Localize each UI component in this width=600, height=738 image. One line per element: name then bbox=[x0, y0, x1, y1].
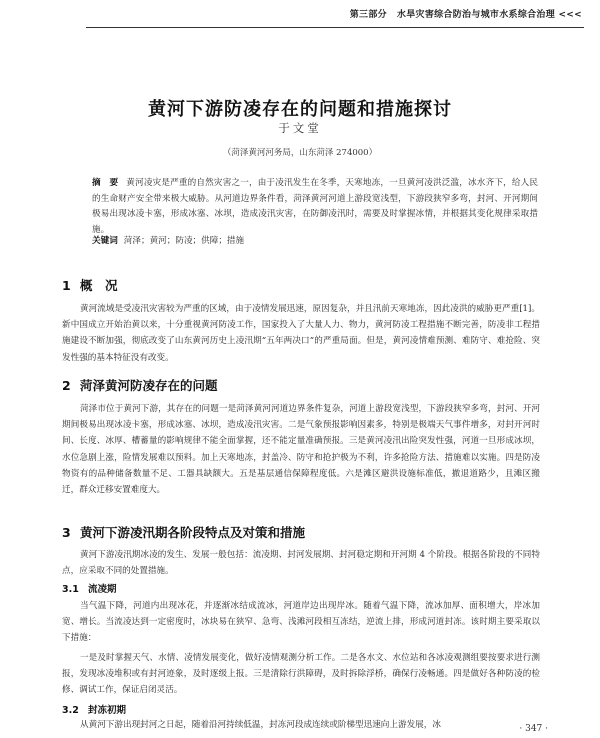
header-marks: <<< bbox=[558, 10, 582, 20]
section-2-heading bbox=[62, 376, 218, 394]
subsection-3-2-heading bbox=[62, 702, 126, 716]
running-header bbox=[350, 7, 582, 20]
section-2-number: 2 bbox=[62, 378, 71, 393]
section-3-number: 3 bbox=[62, 525, 71, 540]
section-3-heading bbox=[62, 523, 305, 541]
subsection-3-1-heading bbox=[62, 581, 117, 595]
keywords-label: 关键词 bbox=[92, 236, 118, 246]
page-number: · 347 · bbox=[519, 724, 548, 734]
paper-affiliation: （菏泽黄河河务局，山东菏泽 274000） bbox=[222, 148, 378, 158]
section-2-paragraph: 菏泽市位于黄河下游，其存在的问题一是菏泽黄河河道边界条件复杂，河道上游段宽浅型，下游段狭窄多弯，封河、开河期间极易出现冰凌卡塞，形成冰塞、冰坝，造成凌汛灾害。二是气象预报影响因素多，特别是极端天气事件增多，对封开河时间、长度、冰厚、槽蓄量的影响规律不能全面掌握，还不能定量准确预报。三是黄河凌汛出险突发性强，河道一旦形成冰坝，水位急剧上涨，险情发展难以预料。加上天寒地冻，封盖冷、防守和抢护极为不利，许多抢险方法、措施难以实施。四是防凌物资有的品种储备数量不足、工器具缺额大。五是基层通信保障程度低。六是滩区避洪设施标准低，撤退道路少，且滩区搬迁，群众迁移安置难度大。 bbox=[62, 404, 540, 496]
subsection-3-1-title: 流凌期 bbox=[88, 584, 117, 595]
subsection-3-2-number: 3.2 bbox=[62, 705, 79, 716]
subsection-3-1-paragraph: 当气温下降，河道内出现冰花，并逐渐冰结成流冰，河道岸边出现岸冰。随着气温下降，流冰加厚、面积增大，岸冰加宽、增长。当流凌达到一定密度时，冰块易在狭窄、急弯、浅滩河段相互冻结，逆流上排，形成河道封冻。该时期主要采取以下措施： bbox=[62, 601, 540, 644]
section-1-title: 概 况 bbox=[80, 278, 118, 293]
header-rule bbox=[86, 27, 584, 28]
header-running-title: 水旱灾害综合防治与城市水系综合治理 bbox=[396, 10, 556, 20]
keywords-text: 菏泽；黄河；防凌；供障；措施 bbox=[123, 236, 245, 246]
subsection-3-2-title: 封冻初期 bbox=[88, 705, 127, 716]
abstract bbox=[92, 176, 538, 238]
paper-title: 黄河下游防凌存在的问题和措施探讨 bbox=[148, 99, 452, 120]
subsection-3-1-paragraph: 一是及时掌握天气、水情、凌情发展变化，做好凌情观测分析工作。二是各水文、水位站和各冰凌观测组要按要求进行测报，发现冰凌堆积或有封河迹象，及时逐级上报。三是清除行洪障碍，及时拆除浮桥，确保行凌畅通。四是做好各种防凌的检修、调试工作，保证启闭灵活。 bbox=[62, 653, 540, 696]
abstract-label: 摘 要 bbox=[92, 178, 119, 188]
section-1-number: 1 bbox=[62, 278, 71, 293]
section-3-title: 黄河下游凌汛期各阶段特点及对策和措施 bbox=[80, 525, 306, 540]
section-2-title: 菏泽黄河防凌存在的问题 bbox=[80, 378, 218, 393]
subsection-3-2-paragraph: 从黄河下游出现封河之日起，随着沿河持续低温，封冻河段成连续或阶梯型迅速向上游发展，冰 bbox=[80, 720, 441, 730]
abstract-text: 黄河凌灾是严重的自然灾害之一，由于凌汛发生在冬季，天寒地冻，一旦黄河凌洪泛滥，冰水齐下，给人民的生命财产安全带来极大威胁。从河道边界条件看，菏泽黄河河道上游段宽浅型，下游段狭窄多弯，封河、开河期间极易出现冰凌卡塞，形成冰塞、冰坝，造成凌汛灾害，在防御凌汛时，需要及时掌握冰情，并根据其变化规律采取措施。 bbox=[92, 178, 538, 235]
header-part: 第三部分 bbox=[349, 10, 387, 20]
subsection-3-1-number: 3.1 bbox=[62, 584, 79, 595]
keywords bbox=[92, 234, 538, 246]
section-3-paragraph: 黄河下游凌汛期冰凌的发生、发展一般包括：流凌期、封河发展期、封河稳定期和开河期 4 个阶段。根据各阶段的不同特点，应采取不同的处置措施。 bbox=[62, 550, 540, 577]
section-1-paragraph: 黄河流域是受凌汛灾害较为严重的区域，由于凌情发展迅速，原因复杂，并且汛前天寒地冻，因此凌洪的威胁更严重[1]。新中国成立开始治黄以来，十分重视黄河防凌工作，国家投入了大量人力、物力，黄河防凌工程措施不断完善，防凌非工程措施建设不断加强，彻底改变了山东黄河历史上凌汛期“五年两决口”的严重局面。但是，黄河凌情难预测、难防守、难抢险、突发性强的基本特征没有改变。 bbox=[62, 304, 540, 363]
paper-author: 于文堂 bbox=[278, 121, 322, 135]
section-1-heading bbox=[62, 276, 118, 294]
